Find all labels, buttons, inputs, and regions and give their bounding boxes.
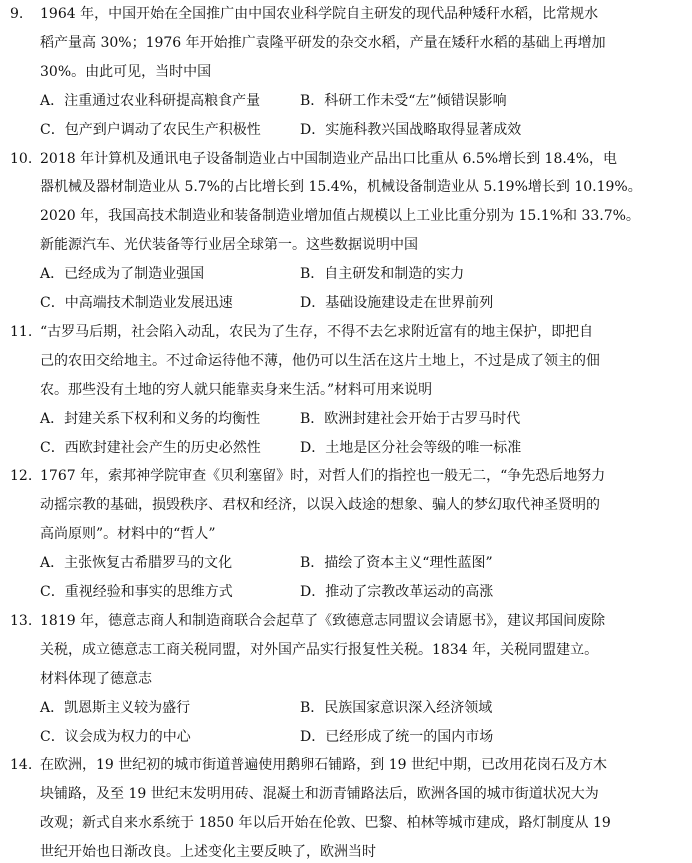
question-number: 9. [10,6,24,22]
question-stem-text: 1819 年，德意志商人和制造商联合会起草了《致德意志同盟议会请愿书》，建议邦国间废除 [40,612,606,629]
question-stem-text: 1964 年，中国开始在全国推广由中国农业科学院自主研发的现代品种矮秆水稻，比常规水 [40,6,599,22]
question-stem-text: 动摇宗教的基础，损毁秩序、君权和经济，以误入歧途的想象、骗人的梦幻取代神圣贤明的 [40,497,600,514]
question-stem-text: 高尚原则”。材料中的“哲人” [40,526,216,543]
question-stem-text: 材料体现了德意志 [40,670,152,687]
question-stem-text: “古罗马后期，社会陷入动乱，农民为了生存，不得不去乞求附近富有的地主保护，即把自 [40,323,594,340]
question-stem-text: 农。那些没有土地的穷人就只能靠卖身来生活。”材料可用来说明 [40,381,433,398]
answer-option: C．议会成为权力的中心 [40,728,191,745]
answer-option: D．已经形成了统一的国内市场 [300,728,494,745]
question-number: 10. [10,150,33,167]
answer-option: C．包产到户调动了农民生产积极性 [40,121,261,138]
question-stem-text: 己的农田交给地主。不过命运待他不薄，他仍可以生活在这片土地上，不过是成了领主的佃 [40,352,600,369]
answer-option: B．欧洲封建社会开始于古罗马时代 [300,410,521,427]
question-stem-text: 2020 年，我国高技术制造业和装备制造业增加值占规模以上工业比重分别为 15.1%和 33.7%。 [40,208,640,225]
answer-option: D．土地是区分社会等级的唯一标准 [300,439,522,456]
question-number: 12. [10,468,33,485]
question-number: 13. [10,612,33,629]
question-stem-text: 新能源汽车、光伏装备等行业居全球第一。这些数据说明中国 [40,237,418,254]
question-number: 14. [10,757,33,774]
answer-option: A．凯恩斯主义较为盛行 [40,699,191,716]
question-stem-text: 器机械及器材制造业从 5.7%的占比增长到 15.4%，机械设备制造业从 5.19%增长到 10.19%。 [40,179,642,196]
question-stem-text: 稻产量高 30%；1976 年开始推广袁隆平研发的杂交水稻，产量在矮秆水稻的基础上再增加 [40,34,606,51]
question-stem-text: 在欧洲，19 世纪初的城市街道普遍使用鹅卵石铺路，到 19 世纪中期，已改用花岗石及方木 [40,757,607,774]
answer-option: D．推动了宗教改革运动的高涨 [300,584,494,600]
answer-option: C．中高端技术制造业发展迅速 [40,295,233,311]
answer-option: B．自主研发和制造的实力 [300,266,465,283]
question-number: 11. [10,323,33,340]
question-stem-text: 2018 年计算机及通讯电子设备制造业占中国制造业产品出口比重从 6.5%增长到 18.4%，电 [40,150,618,167]
answer-option: B．科研工作未受“左”倾错误影响 [300,92,507,109]
question-stem-text: 世纪开始也日渐改良。上述变化主要反映了，欧洲当时 [40,844,376,861]
question-stem-text: 30%。由此可见，当时中国 [40,63,212,80]
question-stem-text: 关税，成立德意志工商关税同盟，对外国产品实行报复性关税。1834 年，关税同盟建立。 [40,641,599,658]
answer-option: B．描绘了资本主义“理性蓝图” [300,555,493,572]
answer-option: A．主张恢复古希腊罗马的文化 [40,555,233,572]
question-stem-text: 改观；新式自来水系统于 1850 年以后开始在伦敦、巴黎、柏林等城市建成，路灯制度从 19 [40,815,611,832]
question-stem-text: 1767 年，索邦神学院审查《贝利塞留》时，对哲人们的指控也一般无二，“争先恐后地努力 [40,468,606,485]
answer-option: A．注重通过农业科研提高粮食产量 [40,92,261,109]
answer-option: A．封建关系下权利和义务的均衡性 [40,410,261,427]
answer-option: D．实施科教兴国战略取得显著成效 [300,121,522,138]
answer-option: C．重视经验和事实的思维方式 [40,584,233,600]
answer-option: A．已经成为了制造业强国 [40,266,205,283]
answer-option: B．民族国家意识深入经济领域 [300,699,493,716]
answer-option: C．西欧封建社会产生的历史必然性 [40,439,261,456]
question-stem-text: 块铺路，及至 19 世纪末发明用砖、混凝土和沥青铺路法后，欧洲各国的城市街道状况大为 [40,786,599,803]
answer-option: D．基础设施建设走在世界前列 [300,295,494,311]
